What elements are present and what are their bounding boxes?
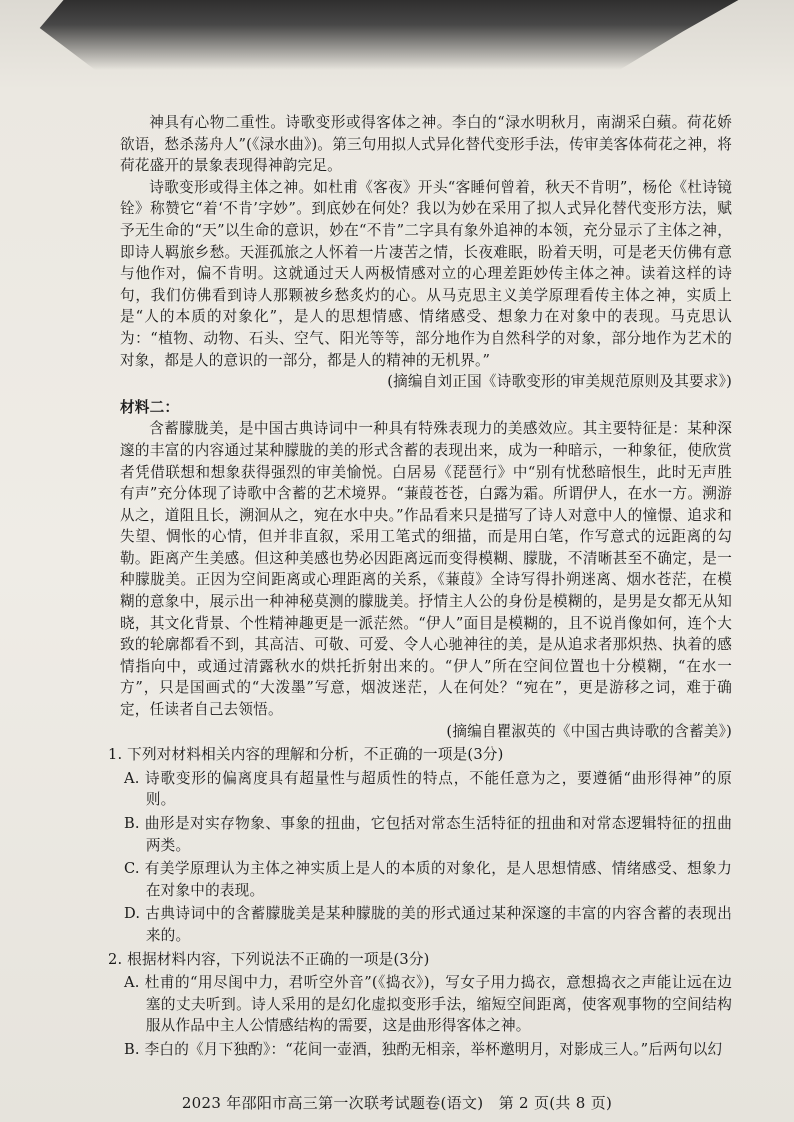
question-1-option-b: B. 曲形是对实存物象、事象的扭曲，它包括对常态生活特征的扭曲和对常态逻辑特征的扭曲两类。 xyxy=(124,815,732,854)
material-2-text: 含蓄朦胧美，是中国古典诗词中一种具有特殊表现力的美感效应。其主要特征是：某种深邃的丰富的内容通过某种朦胧的美的形式含蓄的表现出来，成为一种暗示，一种象征，使欣赏者凭借联想和想象获得强烈的审美愉悦。白居易《琵琶行》中“别有忧愁暗恨生，此时无声胜有声”充分体现了诗歌中含蓄的艺术境界。“蒹葭苍苍，白露为霜。所谓伊人，在水一方。溯游从之，道阻且长，溯洄从之，宛在水中央。”作品看来只是描写了诗人对意中人的憧憬、追求和失望、惆怅的心情，但并非直叙，采用工笔式的细描，而是用白笔，作写意式的远距离的勾勒。距离产生美感。但这种美感也势必因距离远而变得模糊、朦胧，不清晰甚至不确定，是一种朦胧美。正因为空间距离或心理距离的关系，《蒹葭》全诗写得扑朔迷离、烟水苍茫，在模糊的意象中，展示出一种神秘莫测的朦胧美。抒情主人公的身份是模糊的，是男是女都无从知晓，其文化背景、个性精神趣更是一派茫然。“伊人”面目是模糊的，且不说肖像如何，连个大致的轮廓都看不到，其高洁、可敬、可爱、令人心驰神往的美，是从追求者那炽热、执着的感情指向中，或通过清露秋水的烘托折射出来的。“伊人”所在空间位置也十分模糊，“在水一方”，只是国画式的“大泼墨”写意，烟波迷茫，人在何处？“宛在”，更是游移之词，难于确定，任读者自己去领悟。 xyxy=(120,420,732,719)
question-1-option-c: C. 有美学原理认为主体之神实质上是人的本质的对象化，是人思想情感、情绪感受、想象力在对象中的表现。 xyxy=(124,860,732,899)
question-2-option-b: B. 李白的《月下独酌》：“花间一壶酒，独酌无相亲，举杯邀明月，对影成三人。”后两句以幻 xyxy=(124,1040,723,1058)
source-citation-1: (摘编自刘正国《诗歌变形的审美规范原则及其要求》) xyxy=(387,373,732,391)
question-1-option-d: D. 古典诗词中的含蓄朦胧美是某种朦胧的美的形式通过某种深邃的丰富的内容含蓄的表现出来的。 xyxy=(124,905,732,944)
question-1-stem: 1. 下列对材料相关内容的理解和分析，不正确的一项是(3分) xyxy=(108,746,504,764)
page-content xyxy=(108,112,732,1061)
paragraph-subject-spirit: 诗歌变形或得主体之神。如杜甫《客夜》开头“客睡何曾着，秋天不肯明”，杨伦《杜诗镜铨》称赞它“着‘不肯’字妙”。到底妙在何处？我以为妙在采用了拟人式异化替代变形方法，赋予无生命的“天”以生命的意识，妙在“不肯”二字具有象外追神的本领，充分显示了主体之神，即诗人羁旅乡愁。天涯孤旅之人怀着一片凄苦之情，长夜难眠，盼着天明，可是老天仿佛有意与他作对，偏不肯明。这就通过天人两极情感对立的心理差距妙传主体之神。读着这样的诗句，我们仿佛看到诗人那颗被乡愁炙灼的心。从马克思主义美学原理看传主体之神，实质上是“人的本质的对象化”，是人的思想情感、情绪感受、想象力在对象中的表现。马克思认为：“植物、动物、石头、空气、阳光等等，部分地作为自然科学的对象，部分地作为艺术的对象，都是人的意识的一部分，都是人的精神的无机界。” xyxy=(120,178,732,369)
source-citation-2: (摘编自瞿淑英的《中国古典诗歌的含蓄美》) xyxy=(446,722,732,740)
question-2-option-a: A. 杜甫的“用尽闺中力，君听空外音”(《捣衣》)，写女子用力捣衣，意想捣衣之声能让远在边塞的丈夫听到。诗人采用的是幻化虚拟变形手法，缩短空间距离，使客观事物的空间结构服从作品中主人公情感结构的需要，这是曲形得客体之神。 xyxy=(124,974,732,1035)
material-2-heading: 材料二： xyxy=(120,398,180,416)
question-2-stem: 2. 根据材料内容，下列说法不正确的一项是(3分) xyxy=(108,950,430,968)
scan-shadow xyxy=(0,0,794,70)
page-footer: 2023 年邵阳市高三第一次联考试题卷(语文) 第 2 页(共 8 页) xyxy=(181,1094,613,1112)
question-1-option-a: A. 诗歌变形的偏离度具有超量性与超质性的特点，不能任意为之，要遵循“曲形得神”的原则。 xyxy=(124,769,732,809)
paragraph-intro: 神具有心物二重性。诗歌变形或得客体之神。李白的“渌水明秋月，南湖采白蘋。荷花娇欲语，愁杀荡舟人”(《渌水曲》)。第三句用拟人式异化替代变形手法，传审美客体荷花之神，将荷花盛开的景象表现得神韵完足。 xyxy=(120,114,732,175)
